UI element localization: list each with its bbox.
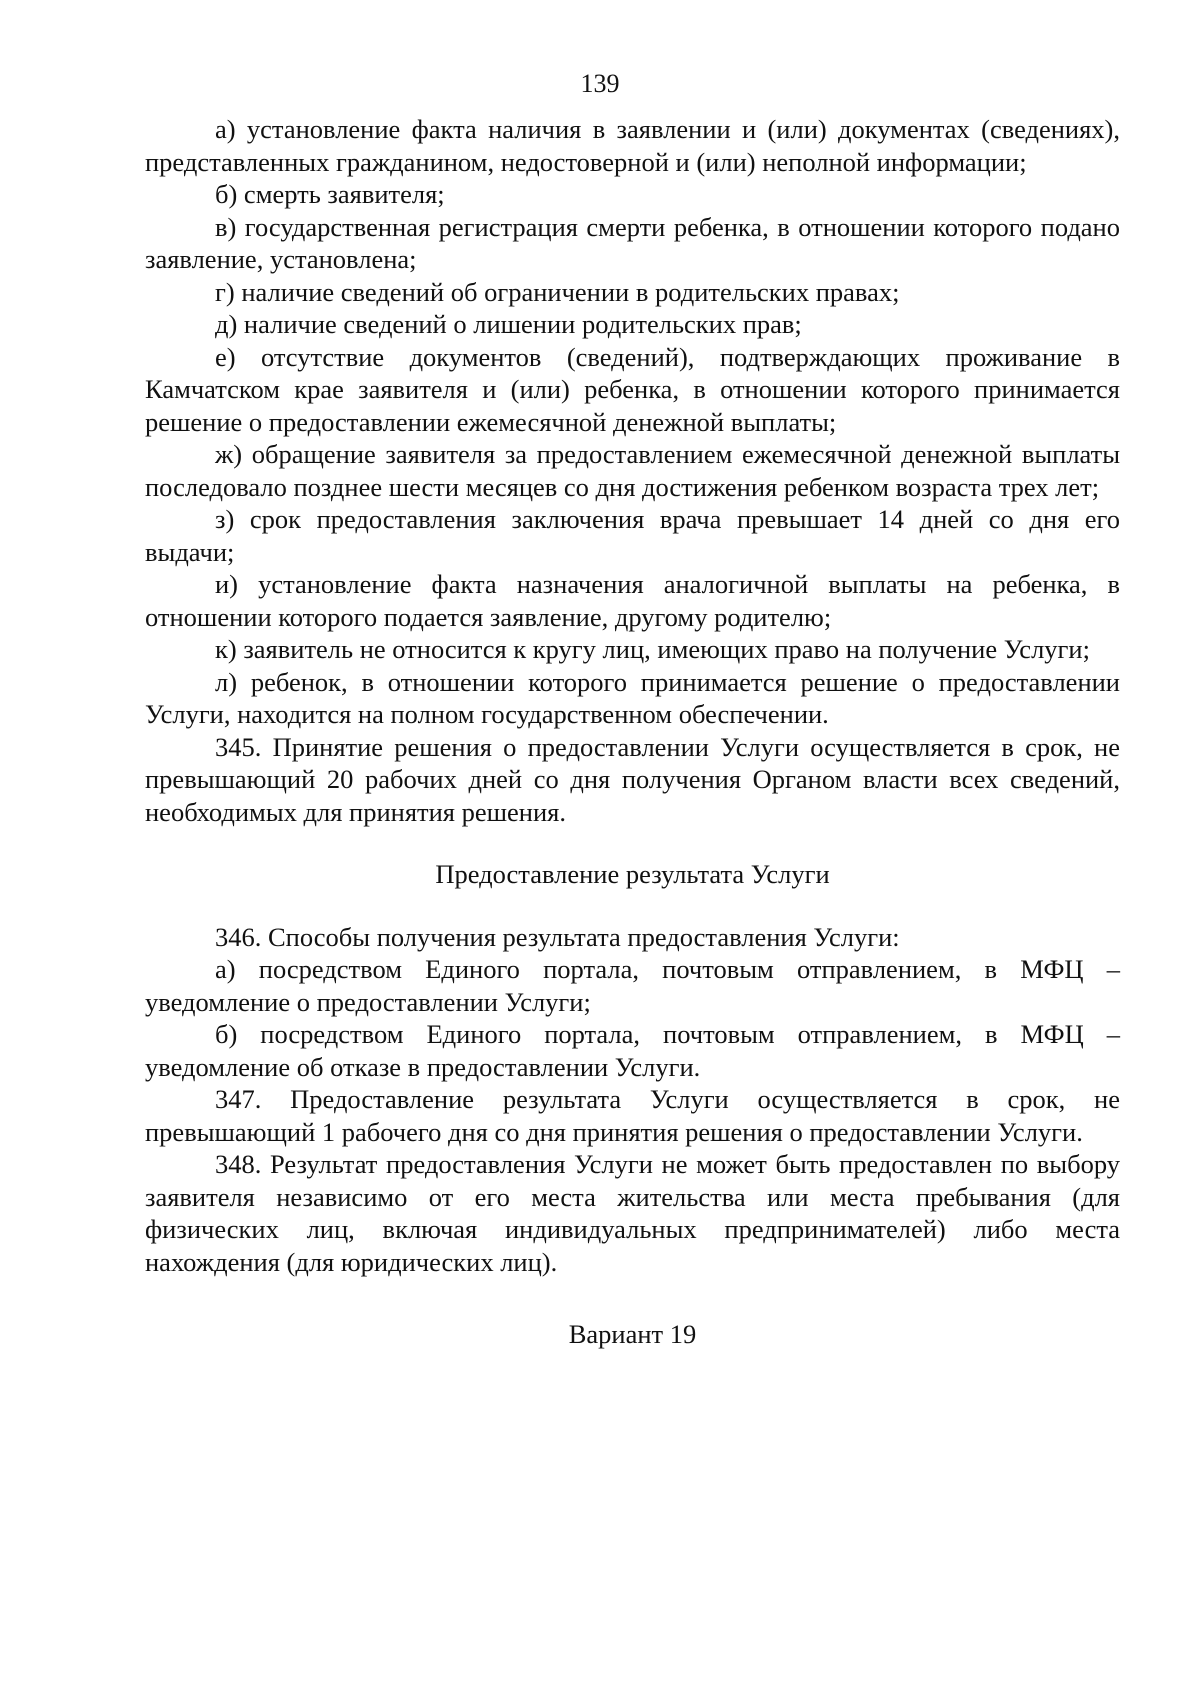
paragraph-zh: ж) обращение заявителя за предоставлением ежемесячной денежной выплаты последовало позднее шести месяцев со дня достижения ребенком возраста трех лет; [145, 439, 1120, 502]
paragraph-345: 345. Принятие решения о предоставлении Услуги осуществляется в срок, не превышающий 20 рабочих дней со дня получения Органом власти всех сведений, необходимых для принятия решения. [145, 731, 1120, 827]
paragraph-a: а) установление факта наличия в заявлении и (или) документах (сведениях), представленных гражданином, недостоверной и (или) неполной информации; [145, 114, 1120, 177]
document-body [145, 113, 1120, 1351]
paragraph-z: з) срок предоставления заключения врача превышает 14 дней со дня его выдачи; [145, 504, 1120, 567]
paragraph-e: е) отсутствие документов (сведений), подтверждающих проживание в Камчатском крае заявителя и (или) ребенка, в отношении которого принимается решение о предоставлении ежемесячной денежной выплаты; [145, 341, 1120, 437]
paragraph-b: б) смерть заявителя; [215, 179, 445, 209]
paragraph-346-a: а) посредством Единого портала, почтовым отправлением, в МФЦ – уведомление о предоставлении Услуги; [145, 954, 1120, 1017]
paragraph-g: г) наличие сведений об ограничении в родительских правах; [215, 276, 900, 307]
section-heading: Предоставление результата Услуги [435, 859, 830, 889]
paragraph-k: к) заявитель не относится к кругу лиц, имеющих право на получение Услуги; [215, 634, 1090, 664]
page-number: 139 [580, 69, 620, 98]
paragraph-v: в) государственная регистрация смерти ребенка, в отношении которого подано заявление, установлена; [145, 211, 1120, 274]
paragraph-348: 348. Результат предоставления Услуги не может быть предоставлен по выбору заявителя независимо от его места жительства или места пребывания (для физических лиц, включая индивидуальных предпринимателей) либо места нахождения (для юридических лиц). [145, 1149, 1120, 1277]
paragraph-d: д) наличие сведений о лишении родительских прав; [215, 309, 802, 339]
paragraph-346: 346. Способы получения результата предоставления Услуги: [215, 921, 900, 952]
variant-heading: Вариант 19 [568, 1319, 697, 1349]
paragraph-l: л) ребенок, в отношении которого принимается решение о предоставлении Услуги, находится на полном государственном обеспечении. [145, 666, 1120, 729]
paragraph-347: 347. Предоставление результата Услуги осуществляется в срок, не превышающий 1 рабочего дня со дня принятия решения о предоставлении Услуги. [145, 1084, 1120, 1147]
paragraph-346-b: б) посредством Единого портала, почтовым отправлением, в МФЦ – уведомление об отказе в предоставлении Услуги. [145, 1019, 1120, 1082]
paragraph-i: и) установление факта назначения аналогичной выплаты на ребенка, в отношении которого подается заявление, другому родителю; [145, 569, 1120, 632]
